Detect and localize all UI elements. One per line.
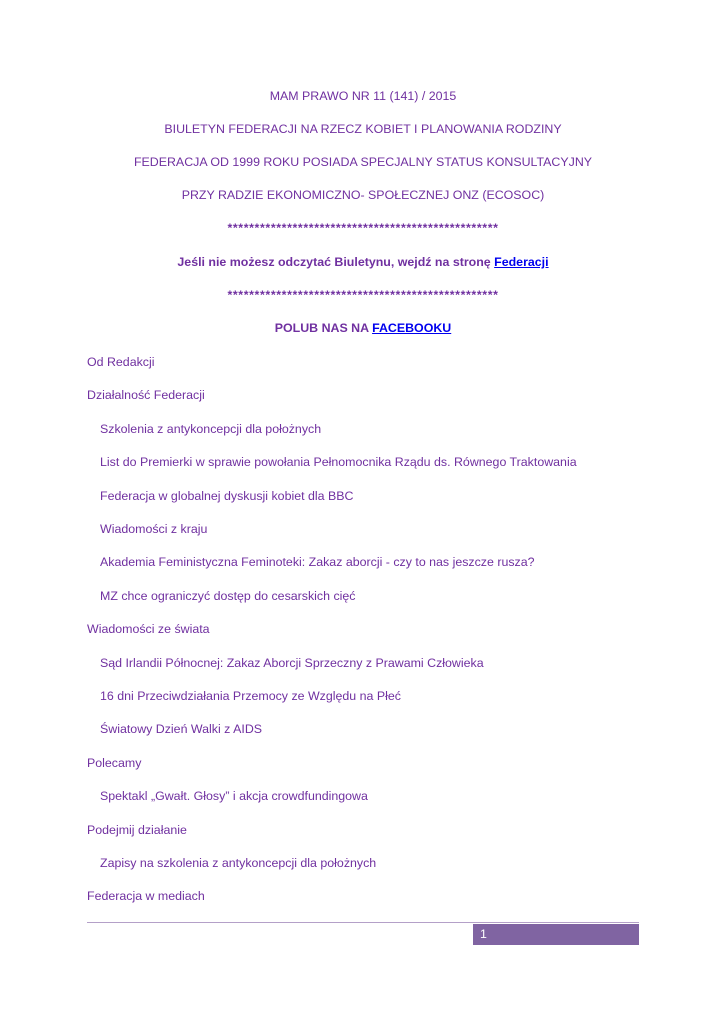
toc-federation-activity[interactable]: Działalność Federacji	[87, 388, 205, 402]
toc-editorial[interactable]: Od Redakcji	[87, 355, 155, 369]
toc-recommend[interactable]: Polecamy	[87, 756, 142, 770]
toc-item-16-days[interactable]: 16 dni Przeciwdziałania Przemocy ze Względu na Płeć	[100, 689, 401, 703]
toc-item-feminist-academy[interactable]: Akademia Feministyczna Feminoteki: Zakaz aborcji - czy to nas jeszcze rusza?	[100, 555, 535, 569]
status-line: FEDERACJA OD 1999 ROKU POSIADA SPECJALNY STATUS KONSULTACYJNY	[133, 155, 593, 169]
bulletin-title: BIULETYN FEDERACJI NA RZECZ KOBIET I PLANOWANIA RODZINY	[164, 122, 562, 136]
toc-item-national-news[interactable]: Wiadomości z kraju	[100, 522, 208, 536]
toc-federation-in-media[interactable]: Federacja w mediach	[87, 889, 205, 903]
footer-divider	[87, 922, 639, 923]
toc-item-training-signup[interactable]: Zapisy na szkolenia z antykoncepcji dla położnych	[100, 856, 377, 870]
stars-divider-bottom: **************************************************	[227, 288, 499, 302]
web-notice-text: Jeśli nie możesz odczytać Biuletynu, wejdź na stronę	[177, 255, 495, 269]
facebook-notice-text: POLUB NAS NA	[274, 321, 373, 335]
facebook-link[interactable]: FACEBOOKU	[372, 321, 452, 335]
toc-item-midwife-training[interactable]: Szkolenia z antykoncepcji dla położnych	[100, 422, 322, 436]
ecosoc-line: PRZY RADZIE EKONOMICZNO- SPOŁECZNEJ ONZ (ECOSOC)	[181, 188, 545, 202]
toc-item-northern-ireland-court[interactable]: Sąd Irlandii Północnej: Zakaz Aborcji Sprzeczny z Prawami Człowieka	[100, 656, 484, 670]
issue-title: MAM PRAWO NR 11 (141) / 2015	[269, 89, 457, 103]
toc-world-news[interactable]: Wiadomości ze świata	[87, 622, 210, 636]
toc-item-letter-to-pm[interactable]: List do Premierki w sprawie powołania Pełnomocnika Rządu ds. Równego Traktowania	[100, 455, 577, 469]
toc-take-action[interactable]: Podejmij działanie	[87, 823, 187, 837]
page-number: 1	[473, 924, 639, 945]
toc-item-caesarean-access[interactable]: MZ chce ograniczyć dostęp do cesarskich cięć	[100, 589, 356, 603]
web-notice	[87, 254, 639, 270]
toc-item-play-crowdfunding[interactable]: Spektakl „Gwałt. Głosy” i akcja crowdfundingowa	[100, 789, 368, 803]
toc-item-world-aids-day[interactable]: Światowy Dzień Walki z AIDS	[100, 722, 263, 736]
federation-link[interactable]: Federacji	[494, 255, 549, 269]
facebook-notice	[87, 320, 639, 336]
toc-item-bbc-discussion[interactable]: Federacja w globalnej dyskusji kobiet dla BBC	[100, 489, 354, 503]
stars-divider-top: **************************************************	[227, 221, 499, 235]
